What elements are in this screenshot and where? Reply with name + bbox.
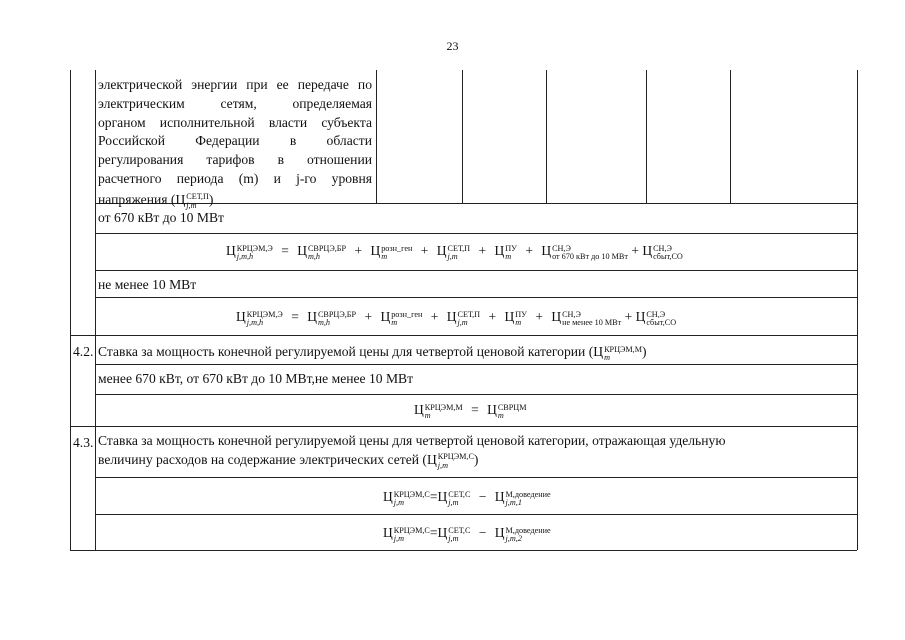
plus-sign: + bbox=[488, 309, 497, 324]
subscript: от 670 кВт до 10 МВт bbox=[552, 252, 628, 261]
symbol: Ц bbox=[226, 243, 236, 258]
description-line: расчетного периода (m) и j-го уровня bbox=[98, 170, 372, 186]
text-fragment: величину расходов на содержание электрических сетей ( bbox=[98, 451, 427, 467]
subscript: j,m bbox=[437, 460, 449, 470]
superscript: СН,Э bbox=[552, 243, 571, 253]
plus-sign: + bbox=[535, 309, 543, 324]
grid-row-line bbox=[70, 426, 857, 427]
row-4-2-sub-label: менее 670 кВт, от 670 кВт до 10 МВт,не менее 10 МВт bbox=[98, 371, 414, 386]
grid-row-line bbox=[95, 394, 857, 395]
minus-sign: − bbox=[478, 489, 487, 504]
superscript: СЕТ,С bbox=[448, 525, 471, 535]
row-number-4-3: 4.3. bbox=[73, 435, 94, 450]
description-line: Российской Федерации в области bbox=[98, 133, 372, 149]
subscript: сбыт,СО bbox=[653, 252, 683, 261]
subscript: j,m bbox=[448, 534, 459, 543]
minus-sign: − bbox=[478, 525, 487, 540]
subscript: m bbox=[604, 353, 610, 362]
superscript: КРЦЭМ,М bbox=[604, 344, 643, 354]
title-line bbox=[98, 451, 726, 471]
symbol: Ц bbox=[642, 243, 653, 258]
row-number-4-2: 4.2. bbox=[73, 344, 94, 359]
grid-col-4 bbox=[646, 70, 647, 203]
symbol: Ц bbox=[551, 309, 562, 324]
superscript: СЕТ,П bbox=[457, 309, 481, 319]
grid-row-line bbox=[95, 364, 857, 365]
equals-sign: = bbox=[429, 489, 438, 504]
superscript: СЕТ,П bbox=[186, 192, 209, 202]
index-stack bbox=[318, 311, 356, 328]
symbol: Ц bbox=[414, 402, 424, 417]
subscript: j,m,h bbox=[236, 252, 254, 261]
subscript: j,m bbox=[186, 200, 197, 210]
sub-label-670-10: от 670 кВт до 10 МВт bbox=[98, 210, 224, 225]
superscript: ПУ bbox=[505, 243, 517, 253]
plus-sign: + bbox=[631, 243, 639, 258]
formula-670-10 bbox=[226, 243, 683, 262]
subscript: m bbox=[497, 411, 504, 420]
index-stack bbox=[237, 245, 273, 262]
grid-row-line bbox=[95, 270, 857, 271]
symbol: Ц bbox=[487, 402, 497, 417]
subscript: m bbox=[391, 318, 398, 327]
formula-4-2 bbox=[414, 402, 527, 421]
index-stack bbox=[186, 193, 209, 210]
description-line: регулирования тарифов в отношении bbox=[98, 152, 372, 168]
subscript: сбыт,СО bbox=[646, 318, 677, 327]
superscript: КРЦЭМ,С bbox=[393, 525, 430, 535]
plus-sign: + bbox=[430, 309, 439, 324]
description-line: органом исполнительной власти субъекта bbox=[98, 114, 372, 130]
superscript: КРЦЭМ,М bbox=[424, 402, 463, 412]
symbol: Ц bbox=[437, 525, 448, 540]
index-stack bbox=[247, 311, 283, 328]
index-stack bbox=[308, 245, 346, 262]
index-stack bbox=[425, 404, 463, 421]
symbol: Ц bbox=[541, 243, 552, 258]
symbol: Ц bbox=[635, 309, 646, 324]
index-stack bbox=[381, 245, 412, 262]
superscript: СВРЦМ bbox=[497, 402, 527, 412]
grid-row-line bbox=[95, 297, 857, 298]
superscript: М,доведение bbox=[505, 525, 551, 535]
text-fragment: Ставка за мощность конечной регулируемой цены для четвертой ценовой категории ( bbox=[98, 344, 594, 359]
superscript: СН,Э bbox=[646, 309, 666, 319]
subscript: j,m bbox=[447, 252, 458, 261]
superscript: СН,Э bbox=[562, 309, 581, 319]
index-stack bbox=[515, 311, 527, 328]
index-stack bbox=[448, 527, 470, 544]
index-stack bbox=[506, 527, 551, 544]
superscript: КРЦЭМ,Э bbox=[236, 243, 273, 253]
superscript: ПУ bbox=[515, 309, 527, 319]
symbol: Ц bbox=[175, 191, 186, 207]
equals-sign: = bbox=[281, 243, 289, 258]
table-border-left bbox=[70, 70, 71, 550]
index-stack bbox=[447, 245, 470, 262]
equals-sign: = bbox=[471, 402, 479, 417]
formula-4-3-1 bbox=[383, 489, 551, 508]
symbol: Ц bbox=[307, 309, 317, 324]
description-line: электрической энергии при ее передаче по bbox=[98, 77, 372, 92]
text-fragment: ) bbox=[642, 344, 647, 359]
grid-col-5 bbox=[730, 70, 731, 203]
subscript: m bbox=[515, 318, 522, 327]
index-stack bbox=[506, 491, 551, 508]
grid-col-2 bbox=[462, 70, 463, 203]
symbol: Ц bbox=[383, 525, 393, 540]
subscript: m,h bbox=[317, 318, 331, 327]
superscript: КРЦЭМ,Э bbox=[246, 309, 283, 319]
symbol: Ц bbox=[446, 309, 457, 324]
symbol: Ц bbox=[297, 243, 307, 258]
subscript: не менее 10 МВт bbox=[562, 318, 622, 327]
index-stack bbox=[646, 311, 676, 328]
table-border-right bbox=[857, 70, 858, 550]
plus-sign: + bbox=[364, 309, 373, 324]
index-stack bbox=[448, 491, 470, 508]
superscript: КРЦЭМ,С bbox=[393, 489, 430, 499]
superscript: розн_ген bbox=[391, 309, 423, 319]
symbol: Ц bbox=[593, 344, 604, 359]
equals-sign: = bbox=[429, 525, 438, 540]
grid-row-line bbox=[95, 514, 857, 515]
index-stack bbox=[391, 311, 422, 328]
grid-row-line bbox=[70, 335, 857, 336]
index-stack bbox=[653, 245, 683, 262]
subscript: j,m bbox=[393, 498, 404, 507]
symbol: Ц bbox=[236, 309, 246, 324]
symbol: Ц bbox=[426, 451, 437, 467]
index-stack bbox=[394, 491, 430, 508]
prev-row-description bbox=[98, 76, 372, 210]
plus-sign: + bbox=[420, 243, 429, 258]
subscript: j,m bbox=[393, 534, 404, 543]
superscript: КРЦЭМ,С bbox=[437, 452, 474, 462]
row-4-2-title bbox=[98, 343, 647, 363]
index-stack bbox=[552, 245, 628, 262]
plus-sign: + bbox=[354, 243, 363, 258]
subscript: j,m,1 bbox=[505, 498, 522, 507]
text-fragment: ) bbox=[208, 191, 214, 207]
subscript: j,m bbox=[448, 498, 459, 507]
index-stack bbox=[604, 346, 642, 363]
subscript: j,m,h bbox=[246, 318, 264, 327]
sub-label-10-plus: не менее 10 МВт bbox=[98, 277, 197, 292]
superscript: СВРЦЭ,БР bbox=[317, 309, 357, 319]
symbol: Ц bbox=[380, 309, 391, 324]
symbol: Ц bbox=[504, 309, 515, 324]
superscript: СН,Э bbox=[653, 243, 672, 253]
symbol: Ц bbox=[437, 489, 448, 504]
index-stack bbox=[457, 311, 480, 328]
index-stack bbox=[562, 311, 621, 328]
symbol: Ц bbox=[383, 489, 393, 504]
title-line: Ставка за мощность конечной регулируемой цены для четвертой ценовой категории, отражающая удельную bbox=[98, 433, 726, 448]
subscript: m bbox=[505, 252, 512, 261]
formula-10-plus bbox=[236, 309, 676, 328]
equals-sign: = bbox=[291, 309, 299, 324]
subscript: j,m bbox=[457, 318, 468, 327]
index-stack bbox=[438, 453, 474, 470]
symbol: Ц bbox=[494, 489, 505, 504]
description-line: электрическим сетям, определяемая bbox=[98, 95, 372, 111]
symbol: Ц bbox=[370, 243, 381, 258]
subscript: m bbox=[424, 411, 431, 420]
plus-sign: + bbox=[525, 243, 533, 258]
grid-col-3 bbox=[546, 70, 547, 203]
index-stack bbox=[498, 404, 527, 421]
index-stack bbox=[394, 527, 430, 544]
subscript: m bbox=[381, 252, 388, 261]
text-fragment: ) bbox=[473, 451, 479, 467]
superscript: розн_ген bbox=[381, 243, 413, 253]
grid-col-1 bbox=[376, 70, 377, 203]
plus-sign: + bbox=[624, 309, 633, 324]
subscript: j,m,2 bbox=[505, 534, 522, 543]
text-fragment: напряжения ( bbox=[98, 191, 176, 207]
page-number: 23 bbox=[446, 39, 459, 53]
row-4-3-title bbox=[98, 432, 726, 470]
superscript: СВРЦЭ,БР bbox=[307, 243, 347, 253]
index-stack bbox=[505, 245, 517, 262]
grid-row-line bbox=[95, 477, 857, 478]
table-column-divider bbox=[95, 70, 96, 550]
grid-row-line bbox=[95, 233, 857, 234]
formula-4-3-2 bbox=[383, 525, 551, 544]
superscript: СЕТ,С bbox=[448, 489, 471, 499]
symbol: Ц bbox=[494, 243, 505, 258]
plus-sign: + bbox=[478, 243, 487, 258]
symbol: Ц bbox=[436, 243, 447, 258]
table-border-bottom bbox=[70, 550, 857, 551]
superscript: М,доведение bbox=[505, 489, 551, 499]
subscript: m,h bbox=[307, 252, 321, 261]
description-last-line bbox=[98, 191, 372, 211]
symbol: Ц bbox=[494, 525, 505, 540]
superscript: СЕТ,П bbox=[447, 243, 471, 253]
